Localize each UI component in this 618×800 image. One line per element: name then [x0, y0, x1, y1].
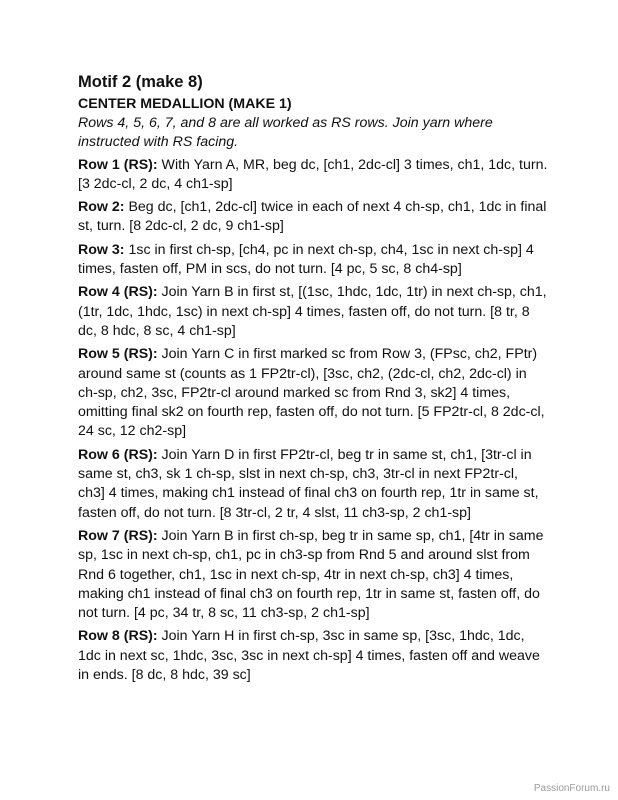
row-text: 1sc in first ch-sp, [ch4, pc in next ch-sp, ch4, 1sc in next ch-sp] 4 times, fasten off, PM in scs, do not turn. [4 pc, 5 sc, 8 ch4-sp]: [78, 241, 534, 278]
row-label: Row 1 (RS):: [78, 156, 158, 173]
row-label: Row 5 (RS):: [78, 346, 158, 363]
row-label: Row 7 (RS):: [78, 527, 158, 544]
watermark: PassionForum.ru: [533, 783, 610, 794]
instruction-row: [78, 241, 548, 280]
instruction-row: [78, 345, 548, 441]
row-text: Join Yarn B in first st, [(1sc, 1hdc, 1dc, 1tr) in next ch-sp, ch1, (1tr, 1dc, 1hdc, 1sc) in next ch-sp] 4 times, fasten off, do not turn. [8 tr, 8 dc, 8 hdc, 8 sc, 4 ch1-sp]: [78, 284, 547, 339]
intro-note: Rows 4, 5, 6, 7, and 8 are all worked as RS rows. Join yarn where instructed with RS facing.: [78, 115, 493, 151]
section-heading: CENTER MEDALLION (MAKE 1): [78, 96, 292, 112]
row-text: Join Yarn B in first ch-sp, beg tr in same sp, ch1, [4tr in same sp, 1sc in next ch-sp, ch1, pc in ch3-sp from Rnd 5 and around slst from Rnd 6 together, ch1, 1sc in next ch-sp, 4tr in next ch-sp, ch3] 4 times, making ch1 instead of final ch3 on fourth rep, 1tr in same st, fasten off, do not turn. [4 pc, 34 tr, 8 sc, 11 ch3-sp, 2 ch1-sp]: [78, 527, 544, 622]
instruction-row: [78, 446, 548, 523]
page-title: Motif 2 (make 8): [78, 73, 203, 91]
row-list: [78, 156, 548, 686]
row-text: Beg dc, [ch1, 2dc-cl] twice in each of next 4 ch-sp, ch1, 1dc in final st, turn. [8 2dc-cl, 2 dc, 9 ch1-sp]: [78, 199, 547, 235]
instruction-row: [78, 627, 548, 685]
instruction-row: [78, 283, 548, 341]
row-label: Row 4 (RS):: [78, 284, 158, 301]
row-label: Row 2:: [78, 199, 125, 216]
instruction-row: [78, 156, 548, 195]
instruction-row: [78, 527, 548, 623]
row-text: With Yarn A, MR, beg dc, [ch1, 2dc-cl] 3 times, ch1, 1dc, turn. [3 2dc-cl, 2 dc, 4 ch1-sp]: [78, 156, 548, 192]
instruction-row: [78, 198, 548, 237]
row-text: Join Yarn C in first marked sc from Row 3, (FPsc, ch2, FPtr) around same st (counts as 1 FP2tr-cl), [3sc, ch2, (2dc-cl, ch2, 2dc-cl) in ch-sp, ch2, 3sc, FP2tr-cl around marked sc from Rnd 3, sk2] 4 times, omitting final sk2 on fourth rep, fasten off, do not turn. [5 FP2tr-cl, 8 2dc-cl, 24 sc, 12 ch2-sp]: [78, 346, 545, 440]
document-page: [78, 72, 548, 689]
row-text: Join Yarn D in first FP2tr-cl, beg tr in same st, ch1, [3tr-cl in same st, ch3, sk 1 ch-sp, slst in next ch-sp, ch3, 3tr-cl in next FP2tr-cl, ch3] 4 times, making ch1 instead of final ch3 on fourth rep, 1tr in same st, fasten off, do not turn. [8 3tr-cl, 2 tr, 4 slst, 11 ch3-sp, 2 ch1-sp]: [78, 446, 539, 521]
row-label: Row 3:: [78, 241, 125, 258]
row-text: Join Yarn H in first ch-sp, 3sc in same sp, [3sc, 1hdc, 1dc, 1dc in next sc, 1hdc, 3sc, 3sc in next ch-sp] 4 times, fasten off and weave in ends. [8 dc, 8 hdc, 39 sc]: [78, 628, 540, 684]
row-label: Row 8 (RS):: [78, 628, 158, 645]
row-label: Row 6 (RS):: [78, 446, 158, 463]
